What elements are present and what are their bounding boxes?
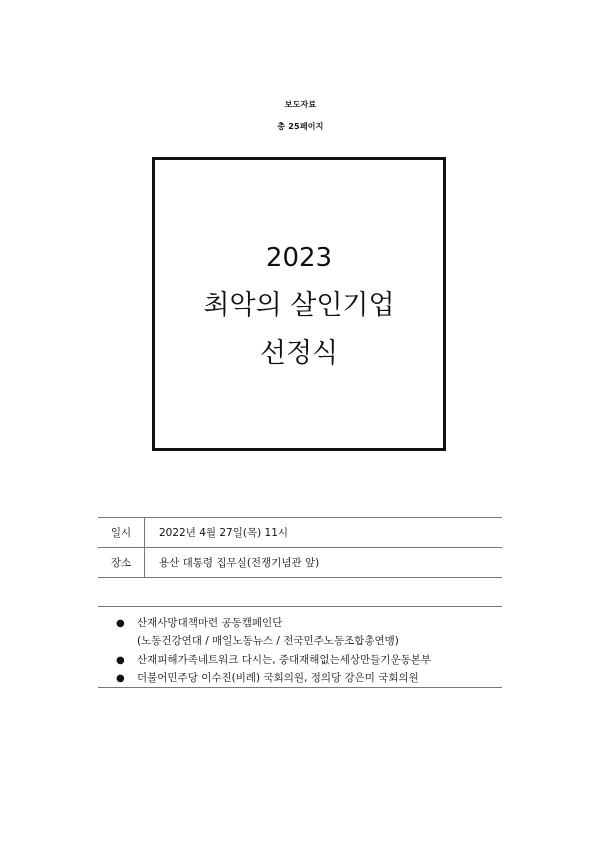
bullet-icon: ●	[116, 618, 125, 629]
document-type-label: 보도자료	[284, 100, 317, 109]
table-row	[98, 548, 502, 578]
list-item	[116, 652, 431, 667]
bullet-icon: ●	[116, 673, 125, 684]
title-main: 최악의 살인기업	[203, 290, 395, 321]
bullet-icon: ●	[116, 655, 125, 666]
event-info-table	[98, 517, 502, 578]
venue-label: 장소	[98, 548, 145, 578]
date-label: 일시	[98, 518, 145, 548]
organizer-name: 산재사망대책마련 공동캠페인단	[137, 617, 283, 629]
organizer-list	[98, 606, 502, 688]
title-sub: 선정식	[259, 338, 339, 369]
page-count-label: 총 25페이지	[277, 122, 324, 131]
list-item	[116, 615, 282, 630]
organizer-name: 더불어민주당 이수진(비례) 국회의원, 정의당 강은미 국회의원	[137, 672, 419, 684]
title-box	[152, 157, 446, 451]
date-value: 2022년 4월 27일(목) 11시	[145, 518, 503, 548]
list-item	[116, 670, 419, 685]
title-year: 2023	[265, 243, 333, 273]
venue-value: 용산 대통령 집무실(전쟁기념관 앞)	[145, 548, 503, 578]
organizer-name: 산재피해가족네트워크 다시는, 중대재해없는세상만들기운동본부	[137, 654, 432, 666]
table-row	[98, 518, 502, 548]
organizer-members: (노동건강연대 / 매일노동뉴스 / 전국민주노동조합총연맹)	[137, 635, 399, 647]
